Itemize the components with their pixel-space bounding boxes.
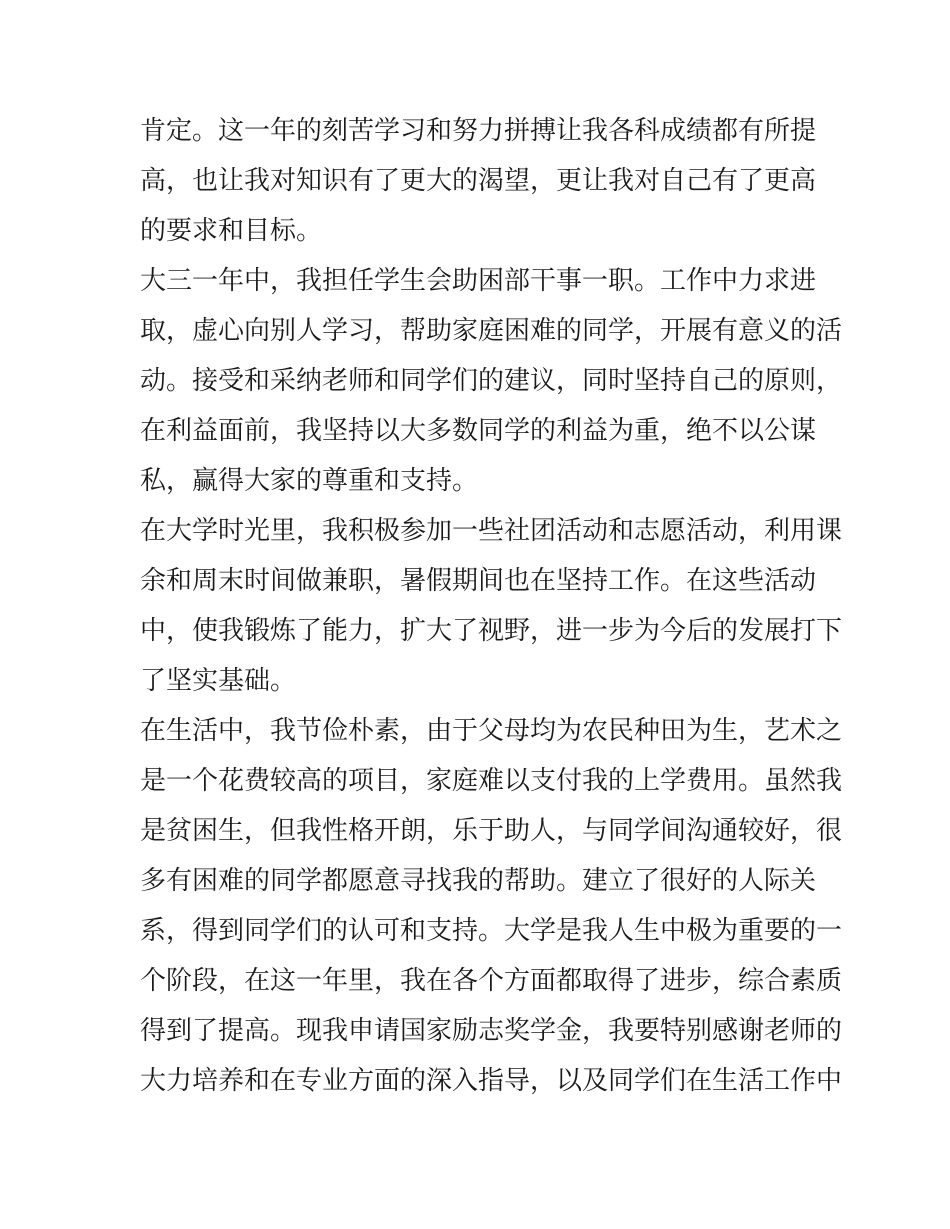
text-line: 高，也让我对知识有了更大的渴望，更让我对自己有了更高: [140, 166, 817, 196]
text-line: 个阶段，在这一年里，我在各个方面都取得了进步，综合素质: [140, 966, 843, 996]
text-line: 的要求和目标。: [140, 216, 323, 246]
text-line: 多有困难的同学都愿意寻找我的帮助。建立了很好的人际关: [140, 866, 817, 896]
paragraph: [140, 256, 843, 506]
text-line: 大三一年中，我担任学生会助困部干事一职。工作中力求进: [140, 266, 817, 296]
paragraph: [140, 506, 843, 706]
text-line: 得到了提高。现我申请国家励志奖学金，我要特别感谢老师的: [140, 1016, 843, 1046]
text-line: 了坚实基础。: [140, 666, 297, 696]
text-line: 在生活中，我节俭朴素，由于父母均为农民种田为生，艺术之: [140, 716, 843, 746]
text-line: 动。接受和采纳老师和同学们的建议，同时坚持自己的原则，: [140, 366, 843, 396]
text-line: 大力培养和在专业方面的深入指导，以及同学们在生活工作中: [140, 1066, 843, 1096]
text-line: 肯定。这一年的刻苦学习和努力拼搏让我各科成绩都有所提: [140, 116, 817, 146]
text-line: 在利益面前，我坚持以大多数同学的利益为重，绝不以公谋: [140, 416, 817, 446]
text-line: 取，虚心向别人学习，帮助家庭困难的同学，开展有意义的活: [140, 316, 843, 346]
paragraph: [140, 706, 843, 1106]
text-line: 私，赢得大家的尊重和支持。: [140, 466, 479, 496]
text-line: 是贫困生，但我性格开朗，乐于助人，与同学间沟通较好，很: [140, 816, 843, 846]
text-line: 在大学时光里，我积极参加一些社团活动和志愿活动，利用课: [140, 516, 843, 546]
paragraph: [140, 106, 816, 256]
body-text: [140, 106, 843, 1106]
text-line: 系，得到同学们的认可和支持。大学是我人生中极为重要的一: [140, 916, 843, 946]
text-line: 是一个花费较高的项目，家庭难以支付我的上学费用。虽然我: [140, 766, 843, 796]
text-line: 余和周末时间做兼职，暑假期间也在坚持工作。在这些活动: [140, 566, 817, 596]
text-line: 中，使我锻炼了能力，扩大了视野，进一步为今后的发展打下: [140, 616, 843, 646]
